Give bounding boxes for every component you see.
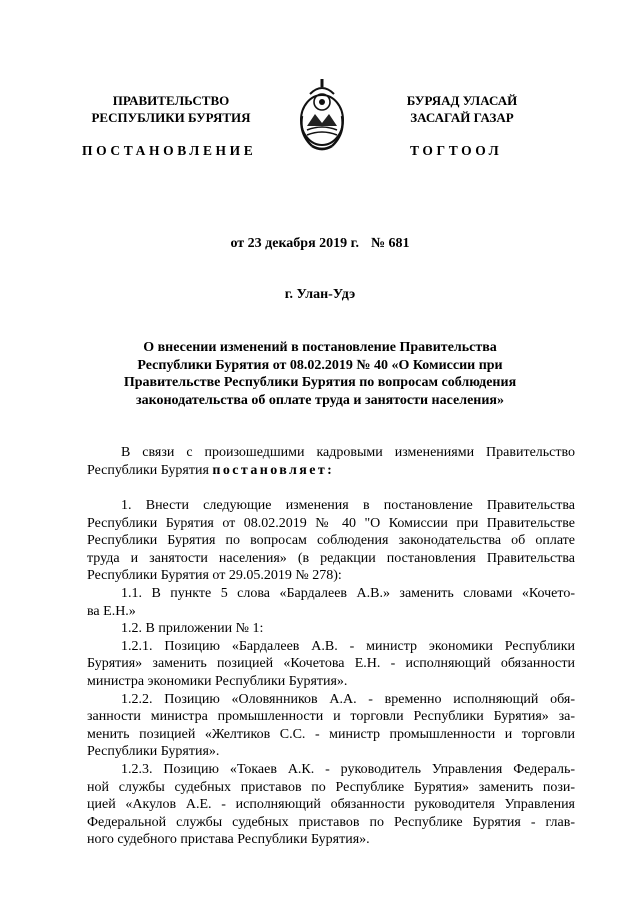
preamble-text: Республики Бурятия: [87, 462, 213, 478]
date-line: [0, 236, 640, 252]
title-line: Правительстве Республики Бурятия по вопросам соблюдения: [123, 375, 517, 391]
government-name-ru: [66, 92, 276, 126]
preamble: [87, 444, 575, 479]
body-line: ной службы судебных приставов по Республике Бурятия» заменить пози-: [87, 779, 575, 795]
body-line: труда и занятости населения» (в редакции постановления Правительства: [87, 550, 575, 566]
decree-date: от 23 декабря 2019 г.: [230, 236, 359, 251]
body-line: Бурятия» заменить позицией «Кочетова Е.Н. - исполняющий обязанности: [87, 656, 575, 672]
government-name-bua-line1: БУРЯАД УЛАСАЙ: [406, 93, 518, 108]
body-line: 1.2.3. Позицию «Токаев А.К. - руководитель Управления Федераль-: [121, 761, 575, 777]
resolves-word: постановляет:: [212, 462, 335, 478]
government-name-ru-line1: ПРАВИТЕЛЬСТВО: [112, 93, 230, 108]
body-line: Республики Бурятия по вопросам соблюдения законодательства об оплате: [87, 533, 575, 549]
decree-body: [87, 497, 575, 849]
decree-number: № 681: [370, 236, 410, 251]
body-line: Республики Бурятия».: [87, 744, 220, 760]
body-line: 1.2. В приложении № 1:: [121, 621, 264, 637]
body-line: 1.2.1. Позицию «Бардалеев А.В. - министр экономики Республики: [121, 638, 575, 654]
preamble-line: [87, 462, 575, 480]
government-name-ru-line2: РЕСПУБЛИКИ БУРЯТИЯ: [91, 110, 251, 125]
coat-of-arms-icon: [296, 76, 348, 156]
decree-type-bua: ТОГТООЛ: [410, 143, 503, 158]
body-line: занности министра промышленности и торговли Республики Бурятия» за-: [87, 709, 575, 725]
document-title: [90, 339, 550, 409]
body-line: цией «Акулов А.Е. - исполняющий обязанности руководителя Управления: [87, 797, 575, 813]
body-line: менить позицией «Желтиков С.С. - министр промышленности и торговли: [87, 726, 575, 742]
title-line: О внесении изменений в постановление Правительства: [143, 340, 497, 355]
government-name-bua: [372, 92, 552, 126]
body-line: ва Е.Н.»: [87, 603, 136, 619]
decree-type-ru: ПОСТАНОВЛЕНИЕ: [82, 143, 257, 158]
title-line: законодательства об оплате труда и занятости населения»: [135, 392, 504, 408]
body-line: министра экономики Республики Бурятия».: [87, 673, 348, 689]
body-line: Республики Бурятия от 08.02.2019 № 40 "О Комиссии при Правительстве: [87, 515, 575, 531]
body-line: 1. Внести следующие изменения в постановление Правительства: [121, 498, 575, 513]
body-line: Республики Бурятия от 29.05.2019 № 278):: [87, 568, 342, 584]
government-name-bua-line2: ЗАСАГАЙ ГАЗАР: [410, 110, 514, 125]
title-line: Республики Бурятия от 08.02.2019 № 40 «О Комиссии при: [137, 357, 503, 373]
body-line: 1.2.2. Позицию «Оловянников А.А. - временно исполняющий обя-: [121, 691, 575, 707]
city-name: г. Улан-Удэ: [284, 287, 356, 302]
body-line: 1.1. В пункте 5 слова «Бардалеев А.В.» заменить словами «Кочето-: [121, 585, 575, 601]
preamble-line: В связи с произошедшими кадровыми изменениями Правительство: [121, 445, 575, 460]
body-line: Федеральной службы судебных приставов по Республике Бурятия - глав-: [87, 814, 575, 830]
body-line: ного судебного пристава Республики Бурятия».: [87, 832, 370, 848]
